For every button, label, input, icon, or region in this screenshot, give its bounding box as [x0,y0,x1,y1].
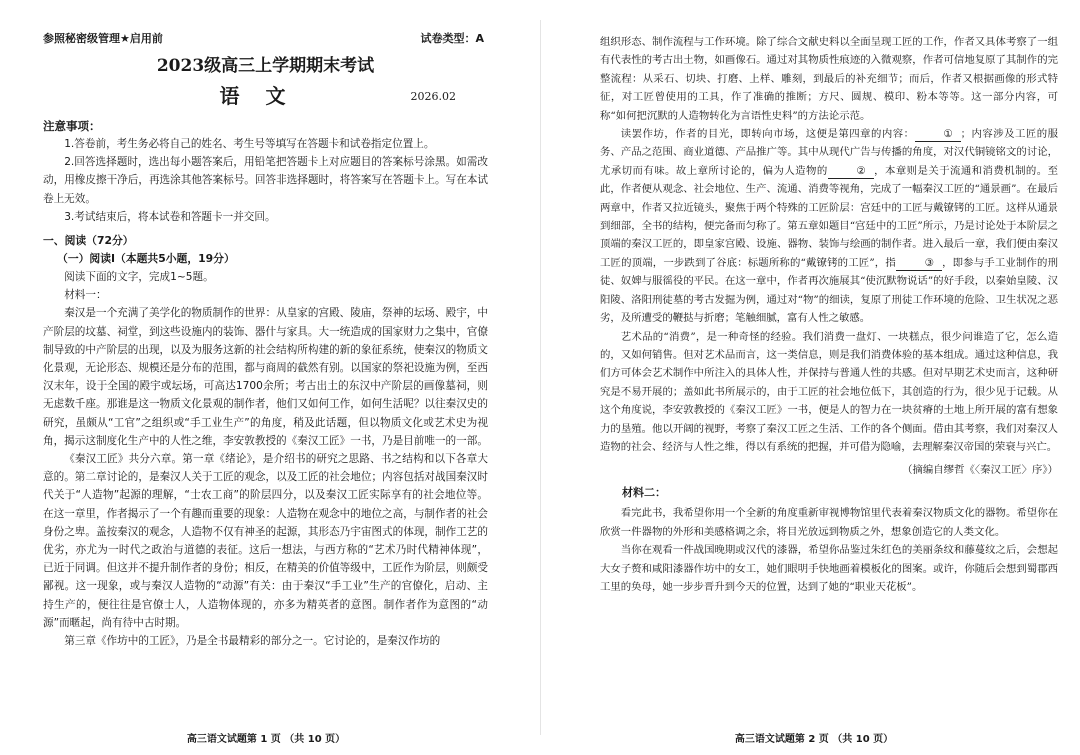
paragraph: 当你在观看一件战国晚期或汉代的漆器，希望你品鉴过朱红色的美丽条纹和藤蔓纹之后，会想起大女子赘和咸阳漆器作坊中的女工，她们眼明手快地画着模板化的图案。或许，你随后会想到蜀郡西工里的奂母，她一步步晋升到今天的位置，达到了她的“职业天花板”。 [600,544,1058,593]
paragraph-with-blanks [600,125,1058,327]
notice-item: 1.答卷前，考生务必将自己的姓名、考生号等填写在答题卡和试卷指定位置上。 [64,138,435,150]
material1-label: 材料一： [64,289,107,302]
answer-blank-3: ③ [896,257,942,271]
page-1 [0,0,532,755]
text-segment: 读罢作坊，作者的目光，即转向市场，这便是第四章的内容： [620,128,915,141]
text-segment: ，即参与手工业制作的刑徒、奴婢与服徭役的平民。在这一章中，作者再次施展其“使沉默物说话”的好手段，以秦始皇陵、汉阳陵、洛阳刑徒墓的考古发掘为例，通过对“物”的细读，复原了刑徒工作环境的危险、卫生状况之恶劣，及所遭受的鞭挞与折磨；笔触细腻，富有人性之敏感。 [600,256,1058,325]
subject-title: 语文 [219,84,312,108]
paragraph: 艺术品的“消费”，是一种奇怪的经验。我们消费一盘灯、一块糕点，很少问谁造了它，怎么造的，又如何销售。但对艺术品而言，这一类信息，则是我们消费体验的基本组成。通过这种信息，我们方可体会艺术制作中所注入的具体人性，并保持与普通人性的共感。但对早期艺术史而言，这种研究是不易开展的；盖如此书所展示的，由于工匠的社会地位低下，其创造的行为，很少见于记载。从这个角度说，李安敦教授的《秦汉工匠》一书，便是人的智力在一块贫瘠的土地上所开展的富有想象力的垦殖。他以开阔的视野，考察了秦汉工匠之生活、工作的各个侧面。借由其考察，我们对秦汉人造物的社会、经济与人性之维，得以有系统的把握，并可借为隐喻，去理解秦汉帝国的荣衰与兴亡。 [600,330,1058,453]
text-segment: ，本章则是关于流通和消费机制的。至此，作者便从观念、社会地位、生产、流通、消费等视角，完成了一幅秦汉工匠的“通景画”。在最后两章中，作者又拉近镜头，聚焦于两个特殊的工匠阶层：宫廷中的工匠与戴镣铐的工匠。这样从通景到细部，全书的结构，便完备而匀称了。第五章如题目“宫廷中的工匠”所示，乃是讨论处于本阶层之顶端的秦汉工匠的，即皇家宫殿、设施、器物、装饰与绘画的制作者。进入最后一章，我们便由秦汉工匠的顶端，一步跌到了谷底：标题所称的“戴镣铐的工匠”，指 [600,164,1059,269]
paragraph: 秦汉是一个充满了美学化的物质制作的世界：从皇家的宫殿、陵庙，祭神的坛场、殿宇，中产阶层的坟墓、祠堂，到这些设施内的装饰、器什与家具。大一统造成的国家财力之集中，官僚制导致的中产阶层的出现，以及为服务这新的社会结构所构建的新的象征系统，使秦汉的物质文化景观，无论形态、规模还是分布的范围，都与商周的截然有别。以国家的祭祀设施为例，至西汉末年，设于全国的殿宇或坛场，可高达1700余所；考古出土的东汉中产阶层的画像墓祠，则无虑数千座。那谁是这一物质文化景观的制作者，他们又如何工作，如何生活呢？以往秦汉史的研究，虽颇从“工官”之组织或“手工业生产”的角度，稍及此话题，但以物质文化或艺术史为视角，揭示这制度化生产中的人性之维，李安敦教授的《秦汉工匠》一书，乃是目前唯一的一部。 [43,307,488,447]
text-segment: ；内容涉及工匠的服务、产品之范围、商业道德、产品推广等。其中从现代广告与传播的角度，对汉代铜镜铭文的讨论，尤承切而有味。故上章所讨论的，偏为人造物的 [600,128,1059,177]
paragraph: 第三章《作坊中的工匠》，乃是全书最精彩的部分之一。它讨论的，是秦汉作坊的 [64,635,441,648]
paper-type-label: 试卷类型：A [420,32,484,45]
page-divider [540,20,541,735]
material2-label: 材料二： [622,486,666,500]
subject-row [43,81,488,111]
section-title: 一、阅读（72分） [43,234,134,248]
paragraph: 看完此书，我希望你用一个全新的角度重新审视博物馆里代表着秦汉物质文化的器物。希望你在欣赏一件器物的外形和美感格调之余，将目光放远到物质之外，想象创造它的人类文化。 [600,507,1058,538]
notice-title: 注意事项： [43,119,101,133]
paragraph: 组织形态、制作流程与工作环境。除了综合文献史料以全面呈现工匠的工作，作者又具体考察了一组有代表性的考古出土物，如画像石。通过对其物质性痕迹的入微观察，作者可信地复原了其制作的完整流程：从采石、切块、打磨、上样、雕刻，到最后的补充细节；而后，作者又根据画像的形式特征，对工匠曾使用的工具，作了准确的推断；方尺、圆规、模印、粉本等等。这一部分内容，可称“如何把沉默的人造物转化为言语性史料”的方法论示范。 [600,36,1058,122]
paragraph: 《秦汉工匠》共分六章。第一章《绪论》，是介绍书的研究之思路、书之结构和以下各章大意的。第二章讨论的，是秦汉人关于工匠的观念，以及工匠的社会地位；内容包括对战国秦汉时代关于“人造物”起源的理解，“士农工商”的阶层四分，以及秦汉工匠实际享有的社会地位等。在这一章里，作者揭示了一个有趣而重要的现象：人造物在观念中的地位之高，与制作者的社会身份之卑。盖按秦汉的观念，人造物不仅有神圣的起源，其形态乃宇宙图式的体现，制作工艺的优劣，亦尤为一时代之政治与道德的表征。这后一想法，与西方称的“艺术乃时代精神体现”，已近于同调。但这并不提升制作者的身份；相反，在精美的价值等级中，工匠作为阶层，则颇受鄙视。这一现象，或与秦汉人造物的“动源”有关：由于秦汉“手工业”生产的官僚化，启动、主持生产的，便往往是官僚士人，人造物体现的，亦多为精英者的意图。制作者作为意图的“动源”而暱起，尚有待中古时期。 [43,453,488,629]
answer-blank-1: ① [915,128,961,142]
exam-title: 2023级高三上学期期末考试 [156,56,375,76]
page-footer: 高三语文试题第 1 页 （共 10 页） [186,734,346,745]
exam-date: 2026.02 [410,90,456,103]
page-2 [548,0,1080,755]
confidential-label: 参照秘密级管理★启用前 [43,32,163,45]
source-citation: （摘编自缪哲《〈秦汉工匠〉序》） [902,464,1058,477]
notice-item: 3.考试结束后，将本试卷和答题卡一并交回。 [64,210,276,223]
header-row [43,30,488,48]
instruction-text: 阅读下面的文字，完成1~5题。 [64,271,214,284]
subsection-title: （一）阅读Ⅰ（本题共5小题，19分） [57,252,235,266]
answer-blank-2: ② [828,165,874,179]
page-footer: 高三语文试题第 2 页 （共 10 页） [734,734,894,745]
notice-item: 2.回答选择题时，选出每小题答案后，用铅笔把答题卡上对应题目的答案标号涂黑。如需改动，用橡皮擦干净后，再选涂其他答案标号。回答非选择题时，将答案写在答题卡上。写在本试卷上无效。 [43,156,488,205]
